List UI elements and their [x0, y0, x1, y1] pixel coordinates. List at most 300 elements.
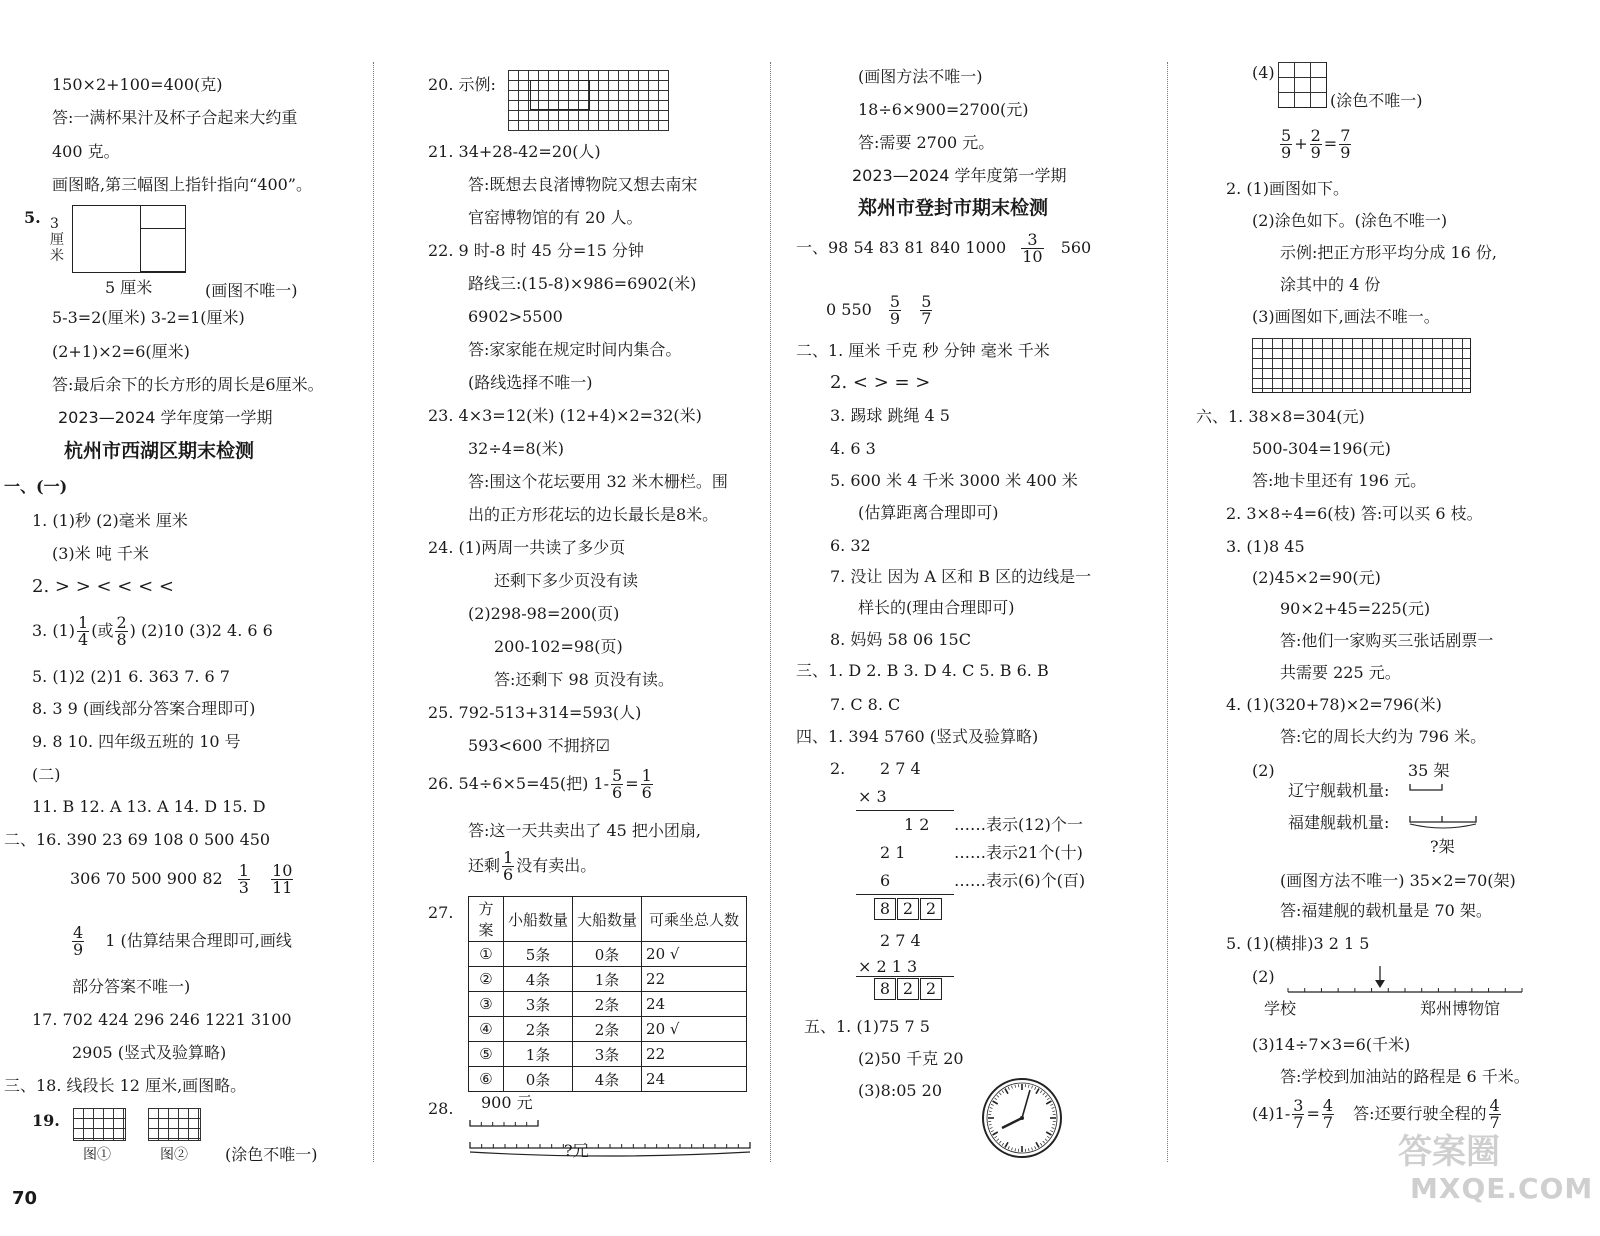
- section-title: 杭州市西湖区期末检测: [64, 440, 255, 462]
- text-line: 2. > > < < < <: [32, 576, 174, 597]
- table-header-cell: 方案: [469, 897, 504, 942]
- clock-tick: [1015, 1085, 1016, 1088]
- table-row: [469, 992, 747, 1017]
- numerator: 1: [641, 766, 652, 785]
- text-line: 2.: [830, 759, 846, 778]
- number-line: [1286, 962, 1526, 1002]
- clock-tick: [1035, 1087, 1036, 1090]
- text-line: 二、1. 厘米 千克 秒 分钟 毫米 千米: [796, 341, 1050, 360]
- text-line: 200-102=98(页): [494, 637, 623, 656]
- text-line: 6902>5500: [468, 307, 563, 326]
- clock-tick: [999, 1093, 1001, 1095]
- clock-tick: [1005, 1089, 1008, 1094]
- numerator: 10: [272, 861, 293, 880]
- clock-tick: [1050, 1131, 1053, 1132]
- table-row: [469, 1017, 747, 1042]
- clock-tick: [1035, 1146, 1036, 1149]
- digit-box: 8: [874, 978, 896, 1000]
- text-line: 11. B 12. A 13. A 14. D 15. D: [32, 797, 266, 816]
- denominator: 10: [1022, 247, 1043, 266]
- rectangle-split: [140, 227, 186, 272]
- grid-figure: [1252, 338, 1471, 393]
- clock-tick: [1008, 1146, 1009, 1149]
- result-boxes: [874, 898, 943, 920]
- calc-note: ……表示(12)个一: [954, 815, 1083, 834]
- fraction: [502, 850, 514, 883]
- text-line: 20. 示例:: [428, 75, 496, 94]
- text-line: 答:地卡里还有 196 元。: [1252, 471, 1427, 490]
- table-cell: 22: [642, 967, 747, 992]
- calc-line: 6: [880, 871, 891, 890]
- text-line: 2. 3×8÷4=6(枝) 答:可以买 6 枝。: [1226, 504, 1483, 523]
- digit-box: 8: [874, 898, 896, 920]
- table-cell: 22: [642, 1042, 747, 1067]
- calc-note: ……表示21个(十): [954, 843, 1083, 862]
- text-line: (二): [32, 765, 61, 784]
- text-fragment: (4)1-: [1252, 1104, 1291, 1123]
- digit-box: 2: [920, 898, 942, 920]
- diagram-label: 35 架: [1408, 761, 1450, 780]
- section-year: 2023—2024 学年度第一学期: [852, 166, 1067, 185]
- fraction: [1292, 1098, 1304, 1131]
- clock-tick: [1045, 1095, 1047, 1097]
- text-line: 7. 没让 因为 A 区和 B 区的边线是一: [830, 567, 1092, 586]
- text-line: [468, 848, 596, 884]
- clock-tick: [1040, 1090, 1042, 1092]
- text-line: (2): [1252, 967, 1275, 986]
- text-line: 出的正方形花坛的边长最长是8米。: [468, 505, 719, 524]
- fraction: [238, 863, 250, 896]
- calc-line: 1 2: [904, 815, 930, 834]
- text-line: 六、1. 38×8=304(元): [1196, 407, 1365, 426]
- question-number: 27.: [428, 903, 454, 922]
- fraction: [77, 615, 89, 648]
- text-fragment: 还剩: [468, 856, 501, 875]
- figure-label: 图①: [83, 1147, 111, 1163]
- fraction: [271, 863, 293, 896]
- numerator: 1: [503, 848, 514, 867]
- text-line: 6. 32: [830, 536, 871, 555]
- fraction: [641, 768, 653, 801]
- clock-tick: [1043, 1141, 1045, 1143]
- text-fragment: 306 70 500 900 82: [70, 869, 223, 888]
- table-cell: 3条: [504, 992, 573, 1017]
- diagram-label: 福建舰载机量:: [1288, 813, 1390, 832]
- text-line: $\frac{5}{9}$ + $\frac{2}{9}$ = $\frac{7}{9}$: [1281, 126, 1351, 162]
- clock-icon: [980, 1076, 1064, 1160]
- calc-rule: [856, 976, 954, 977]
- numerator: 2: [116, 613, 127, 632]
- diagram-label: 900 元: [481, 1093, 533, 1112]
- clock-tick: [991, 1131, 994, 1132]
- digit-box: 2: [897, 898, 919, 920]
- text-line: 二、16. 390 23 69 108 0 500 450: [4, 830, 271, 849]
- numerator: 3: [1021, 232, 1043, 249]
- clock-tick: [1015, 1148, 1016, 1151]
- clock-tick: [1011, 1147, 1012, 1150]
- text-line: (路线选择不唯一): [468, 373, 593, 392]
- denominator: 8: [116, 630, 127, 649]
- text-line: 90×2+45=225(元): [1280, 599, 1431, 618]
- clock-tick: [1051, 1107, 1054, 1108]
- result-boxes: [874, 978, 943, 1000]
- denominator: 7: [1322, 1113, 1334, 1132]
- clock-tick: [1047, 1098, 1049, 1100]
- numerator: 1: [238, 861, 249, 880]
- text-line: 5. (1)(横排)3 2 1 5: [1226, 934, 1370, 953]
- text-line: 涂其中的 4 份: [1280, 275, 1381, 294]
- table-row: [469, 1067, 747, 1092]
- table-cell: ⑤: [469, 1042, 504, 1067]
- rectangle-figure: [530, 80, 590, 110]
- clock-tick: [1032, 1086, 1033, 1089]
- text-fragment: 560: [1060, 238, 1092, 257]
- text-line: 32÷4=8(米): [468, 439, 565, 458]
- note-text: (画图不唯一): [205, 281, 298, 300]
- table-header-cell: 小船数量: [504, 897, 573, 942]
- denominator: 9: [889, 309, 901, 328]
- text-line: (3)画图如下,画法不唯一。: [1252, 307, 1440, 326]
- table-cell: 0条: [573, 942, 642, 967]
- table-cell: 4条: [573, 1067, 642, 1092]
- fraction: [1021, 232, 1043, 265]
- text-line: 5-3=2(厘米) 3-2=1(厘米): [52, 308, 245, 327]
- text-line: 一、(一): [4, 477, 68, 496]
- text-line: 还剩下多少页没有读: [494, 571, 639, 590]
- section-year: 2023—2024 学年度第一学期: [58, 408, 273, 427]
- fraction: [1280, 128, 1292, 161]
- table-header-cell: 可乘坐总人数: [642, 897, 747, 942]
- table-cell: ②: [469, 967, 504, 992]
- question-number: 19.: [32, 1111, 60, 1130]
- note-text: (涂色不唯一): [225, 1145, 318, 1164]
- segment-bar: [1410, 784, 1442, 790]
- text-line: [796, 228, 1091, 268]
- table-body: [469, 942, 747, 1092]
- table-header-cell: 大船数量: [573, 897, 642, 942]
- brace: [1410, 824, 1476, 828]
- numerator: 4: [1489, 1096, 1500, 1115]
- fraction: [611, 768, 623, 801]
- calc-line: 2 1: [880, 843, 906, 862]
- plan-table: [468, 896, 747, 1092]
- fraction: [1339, 128, 1351, 161]
- text-line: 150×2+100=400(克): [52, 75, 223, 94]
- text-line: (画图方法不唯一) 35×2=70(架): [1280, 871, 1516, 890]
- text-line: 25. 792-513+314=593(人): [428, 703, 642, 722]
- text-line: 2. < > = >: [830, 372, 931, 393]
- calc-rule: [856, 894, 954, 895]
- text-line: 3. (1)8 45: [1226, 537, 1305, 556]
- rectangle-split: [140, 205, 186, 229]
- table-cell: 2条: [573, 992, 642, 1017]
- diagram-label: 辽宁舰载机量:: [1288, 781, 1390, 800]
- text-fragment: 0 550: [826, 300, 872, 319]
- text-line: 三、1. D 2. B 3. D 4. C 5. B 6. B: [796, 661, 1049, 680]
- calc-line: × 3: [858, 787, 887, 806]
- text-line: 500-304=196(元): [1252, 439, 1391, 458]
- text-fragment: ) (2)10 (3)2 4. 6 6: [129, 621, 273, 640]
- table-cell: ①: [469, 942, 504, 967]
- clock-tick: [1047, 1136, 1049, 1138]
- text-line: 示例:把正方形平均分成 16 份,: [1280, 243, 1498, 262]
- dimension-label: 5 厘米: [105, 278, 153, 297]
- text-line: [70, 862, 295, 896]
- denominator: 3: [238, 878, 249, 897]
- calc-rule: [856, 810, 954, 811]
- fraction: [889, 294, 901, 327]
- text-line: 1. (1)秒 (2)毫米 厘米: [32, 511, 188, 530]
- section-title: 郑州市登封市期末检测: [858, 197, 1049, 219]
- text-line: 7. C 8. C: [830, 695, 901, 714]
- denominator: 6: [503, 865, 514, 884]
- clock-tick: [994, 1136, 996, 1138]
- clock-tick: [1040, 1143, 1042, 1145]
- bar-diagram: [1408, 778, 1480, 834]
- digit-box: 2: [920, 978, 942, 1000]
- text-line: (2+1)×2=6(厘米): [52, 342, 190, 361]
- table-row: [469, 967, 747, 992]
- diagram-label: 郑州博物馆: [1420, 999, 1501, 1018]
- question-number: 5.: [24, 208, 41, 227]
- dimension-label: 3厘米: [50, 216, 64, 264]
- text-line: 样长的(理由合理即可): [858, 598, 1015, 617]
- text-line: 答:需要 2700 元。: [858, 133, 995, 152]
- text-fragment: =: [625, 774, 639, 793]
- clock-tick: [993, 1101, 998, 1104]
- denominator: 9: [1310, 143, 1321, 162]
- clock-tick: [997, 1095, 999, 1097]
- clock-tick: [1008, 1087, 1009, 1090]
- text-line: (2)298-98=200(页): [468, 604, 620, 623]
- figure-label: 图②: [160, 1147, 188, 1163]
- clock-tick: [1051, 1128, 1054, 1129]
- diagram-label: 学校: [1264, 999, 1297, 1018]
- text-line: [32, 614, 273, 648]
- text-line: (估算距离合理即可): [858, 503, 999, 522]
- clock-tick: [1028, 1148, 1029, 1151]
- numerator: 7: [1340, 126, 1351, 145]
- text-line: 三、18. 线段长 12 厘米,画图略。: [4, 1076, 247, 1095]
- fraction: [920, 294, 932, 327]
- table-cell: ⑥: [469, 1067, 504, 1092]
- table-cell: 0条: [504, 1067, 573, 1092]
- clock-tick: [1002, 1090, 1004, 1092]
- clock-tick: [993, 1132, 998, 1135]
- text-fragment: 答:还要行驶全程的: [1353, 1104, 1487, 1123]
- text-line: 部分答案不唯一): [72, 977, 191, 996]
- clock-tick: [1050, 1104, 1053, 1105]
- table-cell: 1条: [504, 1042, 573, 1067]
- clock-tick: [1028, 1085, 1029, 1088]
- calc-note: ……表示(6)个(百): [954, 871, 1086, 890]
- table-cell: ③: [469, 992, 504, 1017]
- text-line: 答:最后余下的长方形的周长是6厘米。: [52, 375, 324, 394]
- table-cell: 3条: [573, 1042, 642, 1067]
- clock-tick: [1032, 1147, 1033, 1150]
- text-line: (2)50 千克 20: [858, 1049, 964, 1068]
- clock-tick: [999, 1141, 1001, 1143]
- clock-tick: [997, 1139, 999, 1141]
- text-line: 答:福建舰的载机量是 70 架。: [1280, 901, 1492, 920]
- denominator: 6: [612, 783, 623, 802]
- text-line: 答:这一天共卖出了 45 把小团扇,: [468, 821, 702, 840]
- brace: [470, 1152, 750, 1156]
- text-line: [428, 766, 655, 802]
- table-cell: 2条: [573, 1017, 642, 1042]
- table-cell: 1条: [573, 967, 642, 992]
- clock-tick: [991, 1104, 994, 1105]
- question-number: 28.: [428, 1099, 454, 1118]
- text-line: 8. 3 9 (画线部分答案合理即可): [32, 699, 256, 718]
- numerator: 2: [1310, 126, 1321, 145]
- text-line: (4): [1252, 63, 1275, 82]
- page-number: 70: [12, 1188, 38, 1209]
- text-line: 24. (1)两周一共读了多少页: [428, 538, 626, 557]
- text-line: 画图略,第三幅图上指针指向“400”。: [52, 175, 312, 194]
- denominator: 7: [1489, 1113, 1500, 1132]
- text-line: 3. 踢球 跳绳 4 5: [830, 406, 950, 425]
- text-fragment: 1 (估算结果合理即可,画线: [105, 931, 292, 950]
- fraction: [115, 615, 127, 648]
- text-line: 4. (1)(320+78)×2=796(米): [1226, 695, 1442, 714]
- denominator: 11: [272, 878, 293, 897]
- denominator: 7: [1293, 1113, 1304, 1132]
- table-cell: 20 √: [642, 942, 747, 967]
- text-line: 18÷6×900=2700(元): [858, 100, 1029, 119]
- clock-tick: [1036, 1142, 1039, 1147]
- digit-box: 2: [897, 978, 919, 1000]
- clock-tick: [1002, 1143, 1004, 1145]
- denominator: 9: [73, 940, 84, 959]
- clock-tick: [1043, 1093, 1045, 1095]
- clock-tick: [1005, 1142, 1008, 1147]
- numerator: 5: [1281, 126, 1292, 145]
- text-line: 五、1. (1)75 7 5: [804, 1017, 930, 1036]
- clock-tick: [990, 1107, 993, 1108]
- text-line: 2905 (竖式及验算略): [72, 1043, 227, 1062]
- clock-tick: [989, 1124, 992, 1125]
- text-line: 答:他们一家购买三张话剧票一: [1280, 631, 1494, 650]
- text-line: 9. 8 10. 四年级五班的 10 号: [32, 732, 241, 751]
- clock-tick: [1046, 1101, 1051, 1104]
- text-line: (画图方法不唯一): [858, 67, 983, 86]
- numerator: 4: [73, 923, 84, 942]
- text-line: 8. 妈妈 58 06 15C: [830, 630, 971, 649]
- clock-tick: [1052, 1111, 1055, 1112]
- clock-tick: [1011, 1086, 1012, 1089]
- clock-tick: [994, 1098, 996, 1100]
- text-line: 23. 4×3=12(米) (12+4)×2=32(米): [428, 406, 702, 425]
- denominator: 7: [921, 309, 932, 328]
- calc-line: × 2 1 3: [858, 957, 918, 976]
- segment-bar: [1410, 816, 1476, 822]
- clock-tick: [1045, 1139, 1047, 1141]
- table-row: [469, 942, 747, 967]
- text-line: [826, 290, 934, 330]
- text-fragment: 26. 54÷6×5=45(把) 1-: [428, 774, 609, 793]
- text-line: (3)米 吨 千米: [52, 544, 149, 563]
- denominator: 9: [1281, 143, 1292, 162]
- text-fragment: 3. (1): [32, 621, 76, 640]
- text-line: 17. 702 424 296 246 1221 3100: [32, 1010, 292, 1029]
- text-line: [70, 924, 292, 958]
- text-fragment: =: [1306, 1104, 1320, 1123]
- numerator: 5: [889, 292, 901, 311]
- clock-tick: [1052, 1124, 1055, 1125]
- text-fragment: (或: [91, 621, 114, 640]
- text-line: 答:既想去良渚博物院又想去南宋: [468, 175, 698, 194]
- numerator: 5: [921, 292, 932, 311]
- calc-line: 2 7 4: [880, 759, 921, 778]
- table-cell: 4条: [504, 967, 573, 992]
- text-line: 21. 34+28-42=20(人): [428, 142, 601, 161]
- denominator: 9: [1340, 143, 1351, 162]
- text-line: 答:家家能在规定时间内集合。: [468, 340, 682, 359]
- clock-tick: [1036, 1089, 1039, 1094]
- clock-tick: [990, 1128, 993, 1129]
- column-divider: [1167, 62, 1168, 1162]
- text-line: (2): [1252, 761, 1275, 780]
- text-line: 5. (1)2 (2)1 6. 363 7. 6 7: [32, 667, 230, 686]
- text-line: 593<600 不拥挤☑: [468, 736, 610, 755]
- numerator: 3: [1293, 1096, 1304, 1115]
- text-line: 官窑博物馆的有 20 人。: [468, 208, 643, 227]
- grid-figure: [148, 1108, 201, 1141]
- text-line: 四、1. 394 5760 (竖式及验算略): [796, 727, 1039, 746]
- text-fragment: 一、98 54 83 81 840 1000: [796, 238, 1007, 257]
- text-line: 400 克。: [52, 142, 120, 161]
- text-line: 共需要 225 元。: [1280, 663, 1401, 682]
- text-line: 答:还剩下 98 页没有读。: [494, 670, 674, 689]
- grid-figure: [1278, 62, 1327, 108]
- text-line: 答:它的周长大约为 796 米。: [1280, 727, 1487, 746]
- column-divider: [373, 62, 374, 1162]
- text-fragment: 没有卖出。: [516, 856, 597, 875]
- table-cell: 20 √: [642, 1017, 747, 1042]
- segment-diagram: [466, 1112, 756, 1160]
- text-line: (2)涂色如下。(涂色不唯一): [1252, 211, 1448, 230]
- fraction: [1310, 128, 1322, 161]
- watermark-logo: 答案圈: [1398, 1132, 1500, 1172]
- diagram-label: ?元: [564, 1141, 589, 1160]
- numerator: 4: [1322, 1096, 1334, 1115]
- table-cell: 5条: [504, 942, 573, 967]
- fraction: [72, 925, 84, 958]
- numerator: 1: [78, 613, 89, 632]
- watermark-text: MXQE.COM: [1410, 1172, 1594, 1205]
- text-line: 2. (1)画图如下。: [1226, 179, 1350, 198]
- denominator: 6: [641, 783, 652, 802]
- text-line: 5. 600 米 4 千米 3000 米 400 米: [830, 471, 1078, 490]
- clock-tick: [1046, 1132, 1051, 1135]
- text-line: 答:学校到加油站的路程是 6 千米。: [1280, 1067, 1530, 1086]
- fraction: [1322, 1098, 1334, 1131]
- text-line: 22. 9 时-8 时 45 分=15 分钟: [428, 241, 644, 260]
- text-line: 4. 6 3: [830, 439, 876, 458]
- table-cell: 2条: [504, 1017, 573, 1042]
- table-cell: 24: [642, 992, 747, 1017]
- text-line: 答:围这个花坛要用 32 米木栅栏。围: [468, 472, 728, 491]
- table-cell: ④: [469, 1017, 504, 1042]
- text-line: (3)14÷7×3=6(千米): [1252, 1035, 1411, 1054]
- text-line: (2)45×2=90(元): [1252, 568, 1381, 587]
- clock-tick: [989, 1111, 992, 1112]
- column-divider: [770, 62, 771, 1162]
- table-row: [469, 1042, 747, 1067]
- calc-line: 2 7 4: [880, 931, 921, 950]
- grid-figure: [73, 1108, 126, 1141]
